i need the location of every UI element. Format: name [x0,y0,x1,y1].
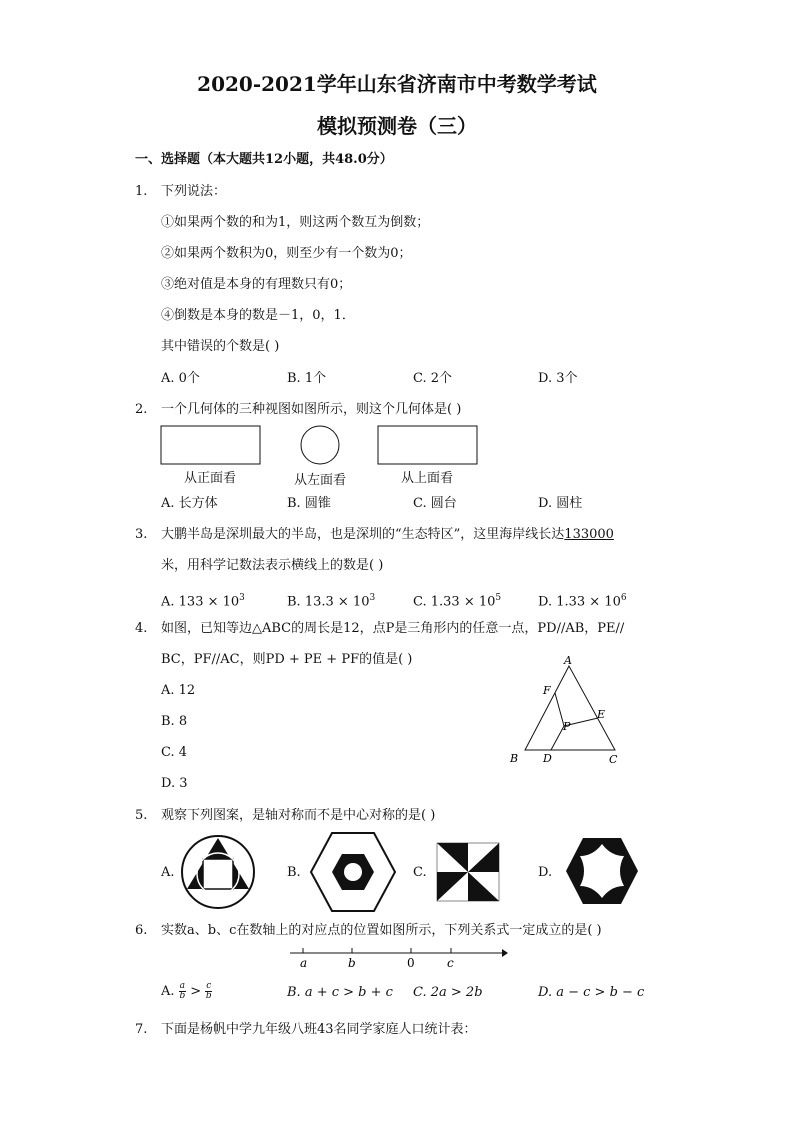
option-a[interactable]: A. 0个 [161,371,200,386]
option-c[interactable]: C. 2a > 2b [413,985,483,1000]
question-stem-line1: 如图，已知等边△ABC的周长是12，点P是三角形内的任意一点，PD//AB，PE// [161,621,625,636]
fraction-c-over-b [205,982,212,1001]
axis-label-b: b [348,956,356,970]
option-c[interactable]: C. 4 [161,745,188,760]
question-stem: 观察下列图案，是轴对称而不是中心对称的是( ) [161,808,436,823]
option-d[interactable] [538,590,627,610]
question-stem: 一个几何体的三种视图如图所示，则这个几何体是( ) [161,402,462,417]
question-number: 4. [135,621,148,636]
operator: > [190,984,202,999]
axis-label-c: c [447,956,454,970]
question-stem: 下列说法： [161,184,227,199]
question-stem-line2: BC，PF//AC，则PD + PE + PF的值是( ) [161,652,413,667]
option-a[interactable]: A. 12 [161,683,196,698]
option-a-label[interactable]: A. [161,865,175,880]
denominator: b [179,991,186,1001]
question-number: 2. [135,402,148,417]
left-view-label: 从左面看 [294,473,347,488]
option-b[interactable]: B. 圆锥 [287,496,331,511]
label-b: B [510,752,519,765]
option-b-label[interactable]: B. [287,865,301,880]
option-b[interactable] [287,590,375,610]
front-view-rectangle [161,426,260,464]
statement-2: ②如果两个数积为0，则至少有一个数为0； [161,246,412,261]
numerator: a [179,981,186,991]
question-stem-line2: 米，用科学记数法表示横线上的数是( ) [161,558,384,573]
statement-1: ①如果两个数的和为1，则这两个数互为倒数； [161,215,430,230]
page-title: 2020-2021学年山东省济南市中考数学考试 [197,72,597,96]
option-b-base: B. 13.3 × 10 [287,594,370,610]
option-d-base: D. 1.33 × 10 [538,594,621,610]
white-hole [344,863,362,881]
fraction-a-over-b [179,982,186,1001]
option-c[interactable]: C. 2个 [413,371,453,386]
number-line [288,945,508,971]
statement-4: ④倒数是本身的数是－1，0，1． [161,308,355,323]
question-stem: 下面是杨帆中学九年级八班43名同学家庭人口统计表： [161,1022,477,1037]
question-number: 3. [135,527,148,542]
option-d[interactable]: D. 3 [161,776,188,791]
front-view-label: 从正面看 [184,471,237,486]
left-view-circle [301,426,339,464]
question-stem-line1 [161,527,614,543]
option-d-figure[interactable] [564,834,640,908]
option-a-figure[interactable] [178,832,258,912]
option-c-exponent: 5 [495,593,502,603]
white-square [203,859,233,889]
question-number: 1. [135,184,148,199]
statement-3: ③绝对值是本身的有理数只有0； [161,277,352,292]
option-b-figure[interactable] [308,830,398,914]
question-ask: 其中错误的个数是( ) [161,339,280,354]
option-a-base: A. 133 × 10 [161,594,240,610]
label-c: C [609,753,618,766]
option-c[interactable] [413,590,501,610]
option-d-label[interactable]: D. [538,865,553,880]
top-view-rectangle [378,426,477,464]
option-c-label[interactable]: C. [413,865,427,880]
option-b[interactable]: B. 8 [161,714,188,729]
option-a[interactable] [161,982,212,1001]
page-subtitle: 模拟预测卷（三） [317,114,477,138]
option-c[interactable]: C. 圆台 [413,496,457,511]
star-shape [566,838,638,904]
question-number: 7. [135,1022,148,1037]
option-d[interactable]: D. a − c > b − c [538,985,645,1000]
option-a[interactable]: A. 长方体 [161,496,218,511]
underlined-number: 133000 [564,527,614,542]
option-a[interactable] [161,590,245,610]
label-e: E [597,708,606,721]
label-a: A [564,654,572,667]
three-views-figure [158,424,488,468]
question-stem: 实数a、b、c在数轴上的对应点的位置如图所示，下列关系式一定成立的是( ) [161,923,602,938]
triangle-figure [505,652,625,770]
question-number: 5. [135,808,148,823]
option-b-exponent: 3 [369,593,376,603]
stem-text: 大鹏半岛是深圳最大的半岛，也是深圳的“生态特区”，这里海岸线长达 [161,527,565,542]
segment-fe [555,693,598,718]
option-d[interactable]: D. 圆柱 [538,496,583,511]
axis-label-zero: 0 [407,956,415,970]
question-number: 6. [135,923,148,938]
denominator: b [205,991,212,1001]
axis-arrow [502,949,508,957]
label-f: F [543,684,551,697]
option-a-exponent: 3 [239,593,245,603]
top-view-label: 从上面看 [401,471,454,486]
axis-label-a: a [300,956,308,970]
option-d-exponent: 6 [620,593,627,603]
option-b[interactable]: B. a + c > b + c [287,985,393,1000]
option-a-prefix: A. [161,984,175,999]
label-p: P [563,720,571,733]
numerator: c [206,981,212,991]
option-c-base: C. 1.33 × 10 [413,594,496,610]
option-c-figure[interactable] [436,842,500,902]
section-header: 一、选择题（本大题共12小题，共48.0分） [135,152,393,167]
option-b[interactable]: B. 1个 [287,371,327,386]
option-d[interactable]: D. 3个 [538,371,578,386]
label-d: D [543,752,552,765]
